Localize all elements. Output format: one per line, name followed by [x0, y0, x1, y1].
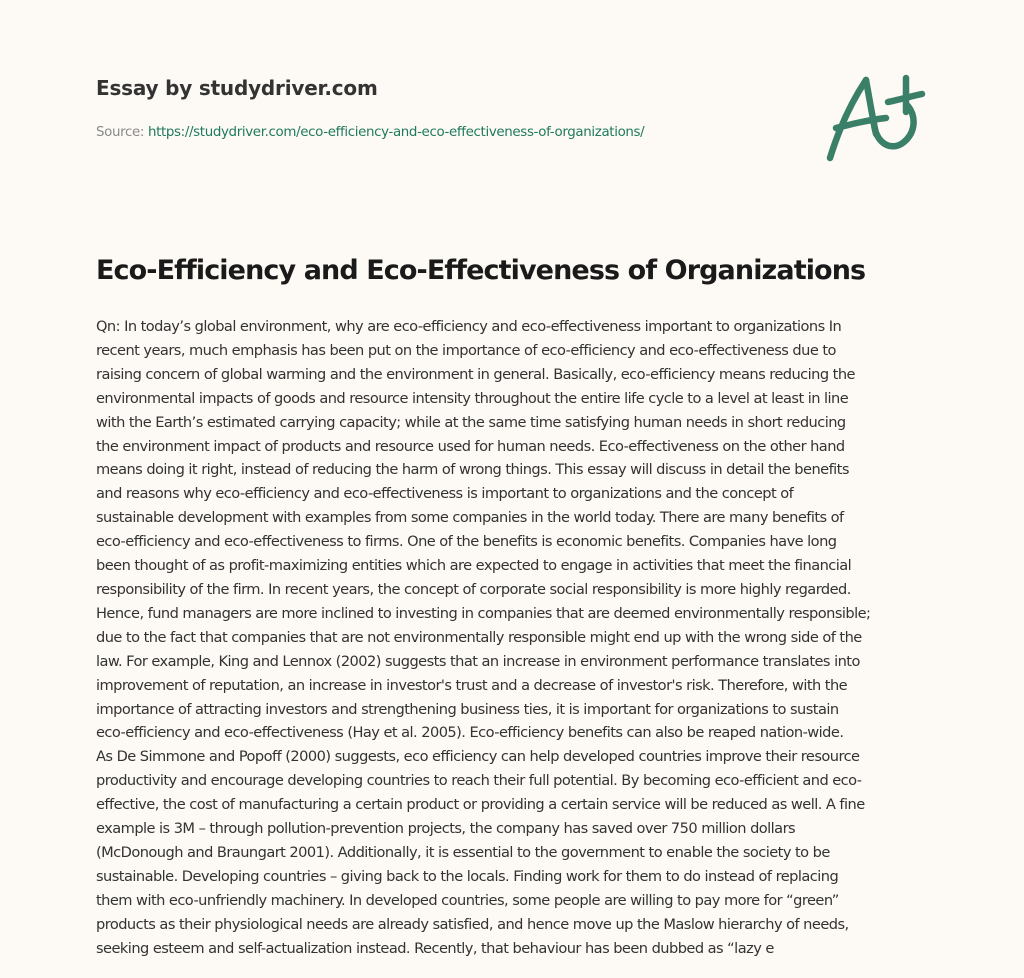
essay-line: sustainable development with examples from some companies in the world today. There are many benefits of — [96, 509, 844, 527]
essay-line: with the Earth’s estimated carrying capacity; while at the same time satisfying human needs in short reducing — [96, 413, 846, 431]
essay-line: recent years, much emphasis has been put on the importance of eco-efficiency and eco-effectiveness due to — [96, 341, 836, 359]
essay-line: sustainable. Developing countries – giving back to the locals. Finding work for them to do instead of replacing — [96, 867, 839, 885]
source-link[interactable]: https://studydriver.com/eco-efficiency-and-eco-effectiveness-of-organizations/ — [147, 125, 645, 140]
a-plus-grade-icon — [818, 62, 928, 172]
essay-line: law. For example, King and Lennox (2002) suggests that an increase in environment performance translates into — [96, 652, 860, 670]
essay-line: the environment impact of products and resource used for human needs. Eco-effectiveness on the other hand — [96, 437, 845, 455]
essay-line: Qn: In today’s global environment, why are eco-efficiency and eco-effectiveness important to organizations In — [96, 318, 842, 335]
essay-line: (McDonough and Braungart 2001). Additionally, it is essential to the government to enable the society to be — [96, 843, 830, 861]
essay-line: responsibility of the firm. In recent years, the concept of corporate social responsibility is more highly regarded. — [96, 580, 851, 598]
essay-line: due to the fact that companies that are not environmentally responsible might end up with the wrong side of the — [96, 628, 862, 646]
essay-line: raising concern of global warming and the environment in general. Basically, eco-efficiency means reducing the — [96, 365, 855, 383]
essay-line: been thought of as profit-maximizing entities which are expected to engage in activities that meet the financial — [96, 557, 852, 575]
essay-line: products as their physiological needs are already satisfied, and hence move up the Maslow hierarchy of needs, — [96, 915, 849, 933]
essay-line: importance of attracting investors and strengthening business ties, it is important for organizations to sustain — [96, 700, 839, 718]
source-line — [96, 124, 796, 142]
essay-line: means doing it right, instead of reducing the harm of wrong things. This essay will discuss in detail the benefits — [96, 461, 849, 479]
essay-line: seeking esteem and self-actualization instead. Recently, that behaviour has been dubbed as “lazy e — [96, 939, 774, 957]
essay-line: eco-efficiency and eco-effectiveness (Hay et al. 2005). Eco-efficiency benefits can also be reaped nation-wide. — [96, 724, 844, 742]
essay-line: them with eco-unfriendly machinery. In developed countries, some people are willing to pay more for “green” — [96, 891, 839, 909]
essay-line: Hence, fund managers are more inclined to investing in companies that are deemed environmentally responsible; — [96, 604, 871, 622]
essay-line: example is 3M – through pollution-prevention projects, the company has saved over 750 million dollars — [96, 820, 796, 838]
essay-line: eco-efficiency and eco-effectiveness to firms. One of the benefits is economic benefits. Companies have long — [96, 533, 837, 551]
essay-body — [96, 315, 936, 960]
essay-line: environmental impacts of goods and resource intensity throughout the entire life cycle to a level at least in line — [96, 389, 849, 407]
essay-title: Eco-Efficiency and Eco-Effectiveness of Organizations — [96, 255, 866, 286]
page-header — [96, 76, 796, 142]
essay-line: improvement of reputation, an increase in investor's trust and a decrease of investor's risk. Therefore, with the — [96, 676, 848, 694]
essay-line: productivity and encourage developing countries to reach their full potential. By becoming eco-efficient and eco- — [96, 772, 862, 790]
source-label: Source: — [96, 125, 148, 140]
essay-line: As De Simmone and Popoff (2000) suggests, eco efficiency can help developed countries improve their resource — [96, 748, 860, 766]
essay-line: effective, the cost of manufacturing a certain product or providing a certain service will be reduced as well. A fine — [96, 796, 865, 814]
essay-line: and reasons why eco-efficiency and eco-effectiveness is important to organizations and the concept of — [96, 485, 794, 503]
site-title: Essay by studydriver.com — [96, 76, 378, 100]
